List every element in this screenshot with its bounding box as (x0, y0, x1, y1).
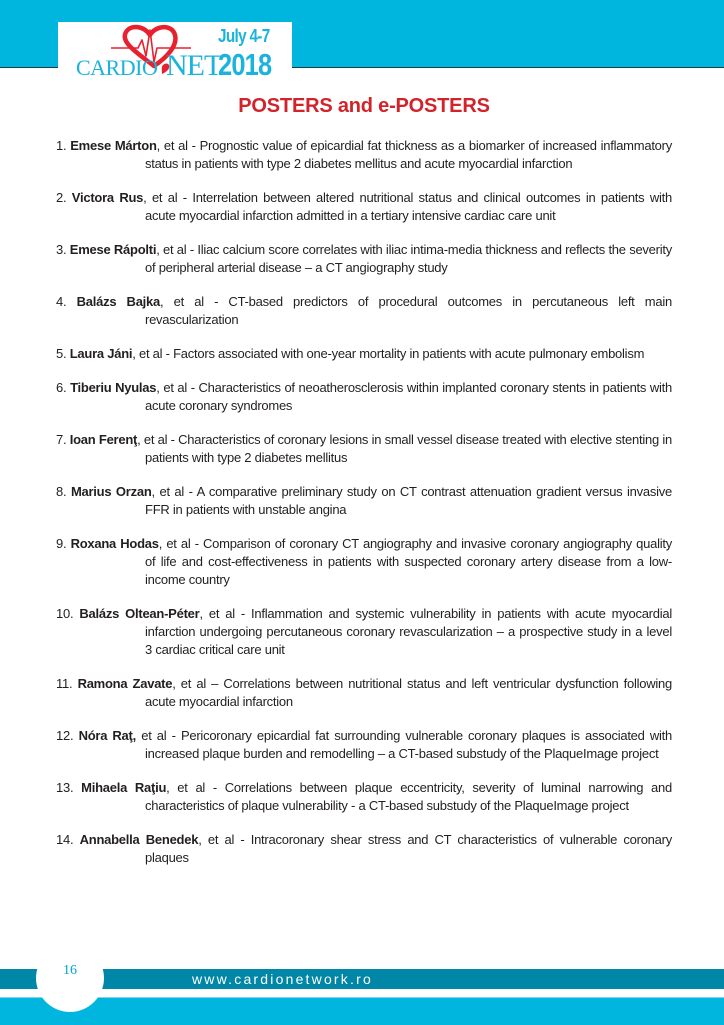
poster-author: Emese Rápolti (69, 242, 157, 257)
poster-author: Laura Jáni (69, 346, 133, 361)
poster-author: Tiberiu Nyulas (70, 380, 157, 395)
poster-number: 5. (56, 346, 67, 361)
poster-author: Marius Orzan (70, 484, 152, 499)
cardionet-logo (58, 22, 292, 90)
poster-item (56, 727, 672, 763)
poster-title: , et al - A comparative preliminary study on CT contrast attenuation gradient versus invasive FFR in patients with unstable angina (145, 484, 672, 517)
poster-item (56, 675, 672, 711)
poster-title: et al - Pericoronary epicardial fat surrounding vulnerable coronary plaques is associated with increased plaque burden and remodelling – a CT-based substudy of the PlaqueImage project (135, 728, 672, 761)
poster-title: , et al – Correlations between nutritional status and left ventricular dysfunction following acute myocardial infarction (145, 676, 673, 709)
poster-number: 11. (56, 676, 73, 691)
logo-brand-right: NET (166, 49, 222, 82)
page-title: POSTERS and e-POSTERS (238, 95, 490, 117)
poster-item (56, 137, 672, 173)
poster-item (56, 605, 672, 659)
poster-item (56, 535, 672, 589)
poster-author: Roxana Hodas (70, 536, 159, 551)
poster-author: Annabella Benedek (79, 832, 199, 847)
poster-title: , et al - Prognostic value of epicardial fat thickness as a biomarker of increased inflammatory status in patients with type 2 diabetes mellitus and acute myocardial infarction (145, 138, 672, 171)
poster-title: , et al - Characteristics of coronary lesions in small vessel disease treated with elective stenting in patients with type 2 diabetes mellitus (137, 432, 672, 465)
poster-title: , et al - Correlations between plaque eccentricity, severity of luminal narrowing and characteristics of plaque vulnerability - a CT-based substudy of the PlaqueImage project (145, 780, 672, 813)
poster-title: , et al - Intracoronary shear stress and CT characteristics of vulnerable coronary plaques (145, 832, 672, 865)
poster-number: 8. (56, 484, 67, 499)
logo-year: 2018 (218, 47, 272, 82)
poster-item (56, 483, 672, 519)
footer-url-link[interactable]: www.cardionetwork.ro (192, 971, 373, 987)
poster-author: Emese Márton (70, 138, 157, 153)
poster-number: 9. (56, 536, 67, 551)
poster-item (56, 831, 672, 867)
poster-title: , et al - Factors associated with one-year mortality in patients with acute pulmonary embolism (132, 346, 645, 361)
poster-number: 2. (56, 190, 67, 205)
poster-number: 12. (56, 728, 74, 743)
poster-item (56, 345, 672, 363)
poster-title: , et al - Characteristics of neoatherosclerosis within implanted coronary stents in patients with acute coronary syndromes (145, 380, 672, 413)
poster-number: 13. (56, 780, 74, 795)
poster-title: , et al - CT-based predictors of procedural outcomes in percutaneous left main revascularization (145, 294, 672, 327)
poster-item (56, 379, 672, 415)
poster-number: 14. (56, 832, 74, 847)
poster-author: Mihaela Raţiu (81, 780, 167, 795)
poster-item (56, 293, 672, 329)
poster-title: , et al - Iliac calcium score correlates with iliac intima-media thickness and reflects the severity of peripheral arterial disease – a CT angiography study (145, 242, 672, 275)
poster-title: , et al - Inflammation and systemic vulnerability in patients with acute myocardial infarction undergoing percutaneous coronary revascularization – a prospective study in a level 3 cardiac critical care unit (145, 606, 672, 657)
poster-author: Nóra Raţ, (78, 728, 136, 743)
poster-number: 7. (56, 432, 67, 447)
poster-number: 6. (56, 380, 67, 395)
page-number: 16 (63, 963, 77, 978)
poster-item (56, 779, 672, 815)
logo-dates: July 4-7 (218, 26, 270, 46)
poster-number: 10. (56, 606, 74, 621)
logo-brand-left: CARDIO (76, 55, 158, 80)
poster-author: Balázs Oltean-Péter (79, 606, 200, 621)
poster-title: , et al - Comparison of coronary CT angiography and invasive coronary angiography quality of life and cost-effectiveness in patients with suspected coronary artery disease from a low-income country (145, 536, 672, 587)
poster-item (56, 189, 672, 225)
footer-bottom-band (0, 997, 724, 1025)
poster-number: 3. (56, 242, 67, 257)
poster-author: Victora Rus (71, 190, 144, 205)
poster-author: Ramona Zavate (77, 676, 173, 691)
poster-item (56, 241, 672, 277)
poster-title: , et al - Interrelation between altered nutritional status and clinical outcomes in patients with acute myocardial infarction admitted in a tertiary intensive cardiac care unit (143, 190, 672, 223)
poster-author: Balázs Bajka (76, 294, 160, 309)
poster-number: 1. (56, 138, 67, 153)
poster-list (56, 137, 672, 883)
poster-number: 4. (56, 294, 67, 309)
poster-item (56, 431, 672, 467)
poster-author: Ioan Ferenţ (69, 432, 138, 447)
